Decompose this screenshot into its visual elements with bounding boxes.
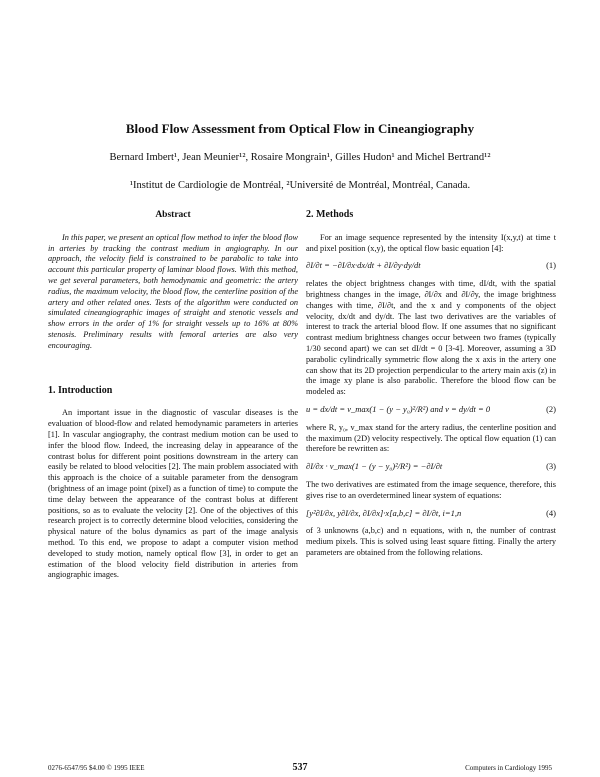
equation-4-body: [y²∂I/∂x, y∂I/∂x, ∂I/∂x]·x[a,b,c] = ∂I/∂t, i=1,n xyxy=(306,507,462,518)
introduction-heading: 1. Introduction xyxy=(48,384,113,396)
equation-2 xyxy=(306,404,556,415)
methods-heading: 2. Methods xyxy=(306,209,354,220)
introduction-text: An important issue in the diagnostic of vascular diseases is the evaluation of blood-flow and related hemodynamic parameters in arteries [1]. In vascular angiography, the contrast medium motion can be used to infer the blood flow. Indeed, the increasing delay in appearance of the contrast bolus for different point positions downstream in the artery can easily be related to blood velocities [2]. The main problem associated with this approach is the choice of a suitable parameter from the densogram (brightness of an image point (pixel) as a function of time) to compute the time delay between the appearance of the contrast bolus at different positions, so as to evaluate the velocity [2]. One of the objectives of this research project is to correctly determine blood velocities, considering the physical nature of the bolus dynamics as part of the image analysis method. To this end, we propose to adapt a computer vision method developed to study motion, namely optical flow [3], in order to get an estimation of the blood velocity field distribution in arteries from angiographic images. xyxy=(48,408,298,580)
equation-4-number: (4) xyxy=(546,507,556,518)
affiliations: ¹Institut de Cardiologie de Montréal, ²Université de Montréal, Montréal, Canada. xyxy=(129,180,471,191)
equation-1-body: ∂I/∂t = −∂I/∂x·dx/dt + ∂I/∂y·dy/dt xyxy=(306,260,421,271)
equation-1-number: (1) xyxy=(546,260,556,271)
left-column xyxy=(48,210,298,581)
right-column xyxy=(306,210,556,559)
journal-name: Computers in Cardiology 1995 xyxy=(465,764,552,772)
paper-title: Blood Flow Assessment from Optical Flow in Cineangiography xyxy=(125,121,475,136)
equation-2-body: u = dx/dt = v_max(1 − (y − y₀)²/R²) and v = dy/dt = 0 xyxy=(306,403,491,414)
methods-paragraph-4: The two derivatives are estimated from the image sequence, therefore, this gives rise to an overdetermined linear system of equations: xyxy=(306,479,556,500)
copyright-notice: 0276-6547/95 $4.00 © 1995 IEEE xyxy=(48,764,145,772)
equation-3 xyxy=(306,461,556,472)
equation-3-number: (3) xyxy=(546,461,556,472)
equation-2-number: (2) xyxy=(546,403,556,414)
equation-1 xyxy=(306,260,556,271)
methods-paragraph-3: where R, y₀, v_max stand for the artery radius, the centerline position and the maximum (2D) velocity respectively. The optical flow equation (1) can therefore be rewritten as: xyxy=(306,422,556,454)
equation-3-body: ∂I/∂x · v_max(1 − (y − y₀)²/R²) = −∂I/∂t xyxy=(306,461,443,472)
methods-paragraph-5: of 3 unknowns (a,b,c) and n equations, with n, the number of contrast medium pixels. This is solved using least square fitting. Finally the artery parameters are obtained from the following relations. xyxy=(306,526,556,557)
abstract-heading: Abstract xyxy=(155,210,191,220)
abstract-text: In this paper, we present an optical flow method to infer the blood flow in arteries by tracking the contrast medium in angiography. In our approach, the velocity field is constrained to be parabolic to take into account this particular property of laminar blood flows. With this method, we get several parameters, both hemodynamic and geometric: the artery radius, the maximum velocity, the blood flow, the centerline position of the artery and other related ones. Tests of the algorithm were conducted on simulated cineangiographic images of straight and stenotic vessels and show errors in the order of 1% for straight vessels up to 16% at 80% stenosis. Preliminary results with femoral arteries are also very encouraging. xyxy=(48,232,298,350)
page-number: 537 xyxy=(292,762,308,773)
equation-4 xyxy=(306,508,556,519)
author-list: Bernard Imbert¹, Jean Meunier¹², Rosaire Mongrain¹, Gilles Hudon¹ and Michel Bertrand¹² xyxy=(109,152,491,163)
methods-paragraph-2: relates the object brightness changes with time, dI/dt, with the spatial brightness changes in the image, ∂I/∂x and ∂I/∂y, the image brightness changes with time, ∂I/∂t, and the x and y components of the object velocity, dx/dt and dy/dt. The last two derivatives are the variables of interest to track the arterial blood flow. If one assumes that no significant contrast medium brightness changes occur between two frames (typically 1/30 second apart) we can set dI/dt = 0 [3-4]. Moreover, assuming a 3D parabolic cylindrically symmetric flow along the x axis in the artery one can show that its 2D projection perpendicular to the artery main axis (z) in the image xy plane is also parabolic. Therefore the blood flow can be modeled as: xyxy=(306,279,556,397)
methods-paragraph-1: For an image sequence represented by the intensity I(x,y,t) at time t and pixel position (x,y), the optical flow basic equation [4]: xyxy=(306,232,556,253)
